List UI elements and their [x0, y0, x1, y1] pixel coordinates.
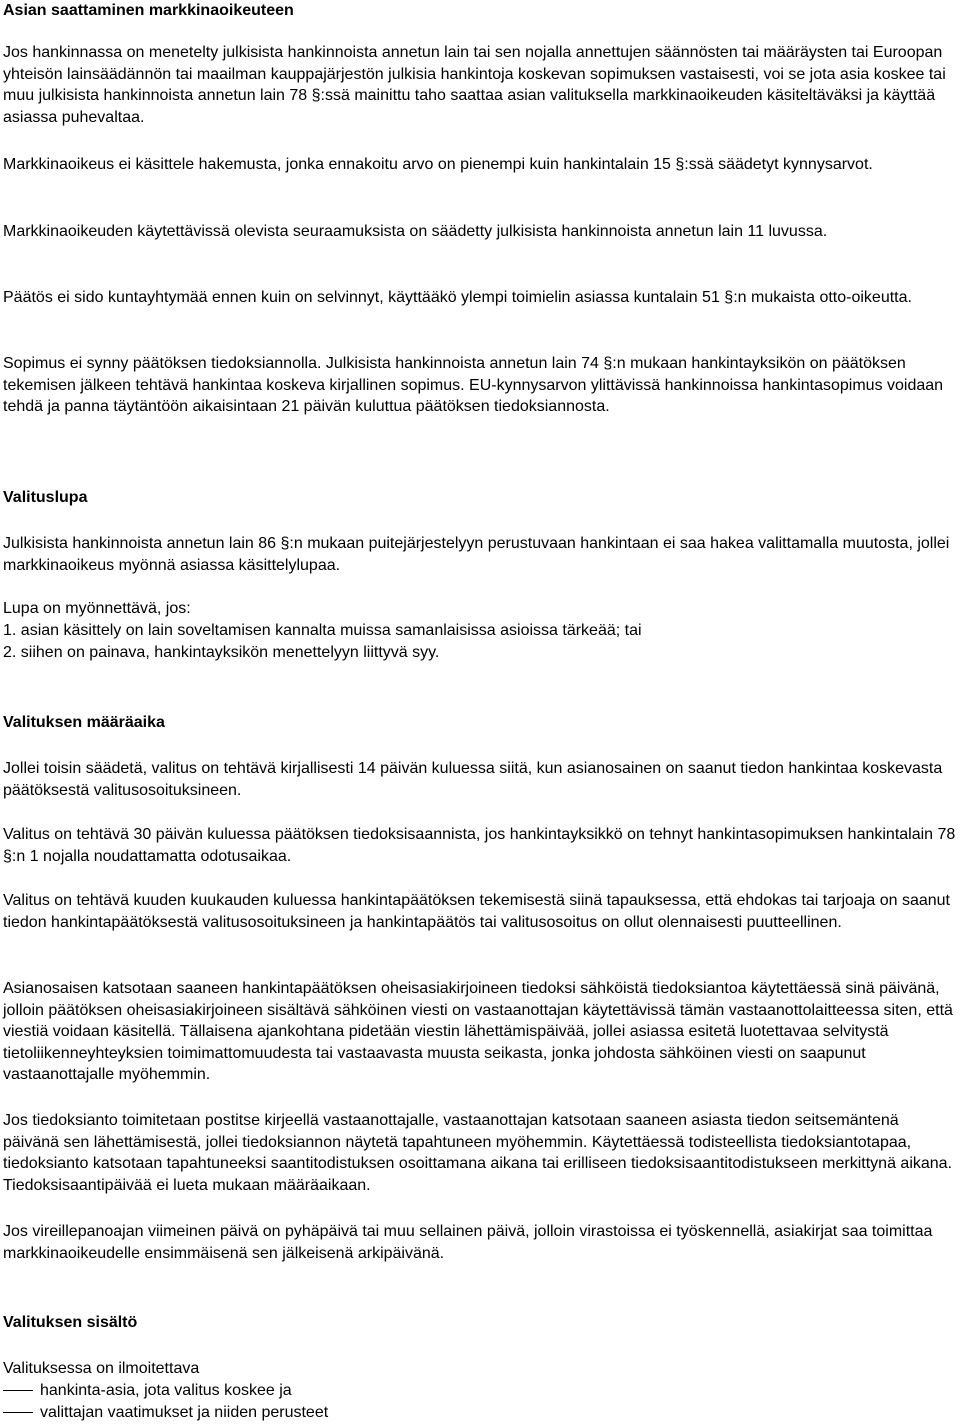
paragraph-appeal-right: Jos hankinnassa on menetelty julkisista hankinnoista annetun lain tai sen nojalla annettujen säännösten tai määräysten tai Euroopan yhteisön lainsäädännön tai maailman kauppajärjestön julkisia hankintoja koskevan sopimuksen vastaisesti, voi se jota asia koskee tai muu julkisista hankinnoista annetun lain 78 §:ssä mainittu taho saattaa asian valituksella markkinaoikeuden käsiteltäväksi ja käyttää asiassa puhevaltaa.: [3, 44, 946, 126]
section-title-valituslupa: Valituslupa: [3, 489, 88, 506]
section-title-asian-saattaminen: Asian saattaminen markkinaoikeuteen: [3, 2, 294, 19]
list-item: [3, 1402, 958, 1424]
paragraph-framework: Julkisista hankinnoista annetun lain 86 §:n mukaan puitejärjestelyyn perustuvaan hankintaan ei saa hakea valittamalla muutosta, jollei markkinaoikeus myönnä asiassa käsittelylupaa.: [3, 535, 950, 574]
paragraph-postal-notice: Jos tiedoksianto toimitetaan postitse kirjeellä vastaanottajalle, vastaanottajan katsotaan saaneen asiasta tiedon seitsemäntenä päivänä sen lähettämisestä, jollei tiedoksiannon näytetä tapahtuneen myöhemmin. Käytettäessä todisteellista tiedoksiantotapaa, tiedoksianto katsotaan tapahtuneeksi saantitodistuksen osoittamana aikana tai erilliseen tiedoksisaantitodistukseen merkittynä aikana. Tiedoksisaantipäivää ei lueta mukaan määräaikaan.: [3, 1112, 953, 1194]
paragraph-30-days: Valitus on tehtävä 30 päivän kuluessa päätöksen tiedoksisaannista, jos hankintayksikkö on tehnyt hankintasopimuksen hankintalain 78 §:n 1 nojalla noudattamatta odotusaikaa.: [3, 826, 956, 865]
dash-bullet-icon: [3, 1390, 33, 1391]
paragraph-holiday: Jos vireillepanoajan viimeinen päivä on pyhäpäivä tai muu sellainen päivä, jolloin virastoissa ei työskennellä, asiakirjat saa toimittaa markkinaoikeudelle ensimmäisenä sen jälkeisenä arkipäivänä.: [3, 1223, 933, 1262]
paragraph-threshold: Markkinaoikeus ei käsittele hakemusta, jonka ennakoitu arvo on pienempi kuin hankintalain 15 §:ssä säädetyt kynnysarvot.: [3, 156, 873, 173]
content-intro: Valituksessa on ilmoitettava: [3, 1360, 200, 1377]
list-item-text: valittajan vaatimukset ja niiden perusteet: [40, 1404, 329, 1421]
permit-item-2: 2. siihen on painava, hankintayksikön menettelyyn liittyvä syy.: [3, 644, 440, 661]
list-item: [3, 1380, 958, 1402]
paragraph-14-days: Jollei toisin säädetä, valitus on tehtävä kirjallisesti 14 päivän kuluessa siitä, kun asianosainen on saanut tiedon hankintaa koskevasta päätöksestä valitusosoituksineen.: [3, 760, 943, 799]
paragraph-electronic-notice: Asianosaisen katsotaan saaneen hankintapäätöksen oheisasiakirjoineen tiedoksi sähköistä tiedoksiantoa käytettäessä sinä päivänä, jolloin päätöksen oheisasiakirjoineen sisältävä sähköinen viesti on vastaanottajan käytettävissä tämän vastaanottolaitteessa siten, että viestiä voidaan käsitellä. Tällaisena ajankohtana pidetään viestin lähettämispäivää, jollei asiassa esitetä luotettavaa selvitystä tietoliikenneyhteyksien toimimattomuudesta tai vastaavasta muusta seikasta, jonka johdosta sähköinen viesti on saapunut vastaanottajalle myöhemmin.: [3, 980, 953, 1083]
permit-item-1: 1. asian käsittely on lain soveltamisen kannalta muissa samanlaisissa asioissa tärkeää; tai: [3, 622, 642, 639]
permit-intro: Lupa on myönnettävä, jos:: [3, 600, 191, 617]
paragraph-contract: Sopimus ei synny päätöksen tiedoksiannolla. Julkisista hankinnoista annetun lain 74 §:n mukaan hankintayksikön on päätöksen tekemisen jälkeen tehtävä hankintaa koskeva kirjallinen sopimus. EU-kynnysarvon ylittävissä hankinnoissa hankintasopimus voidaan tehdä ja panna täytäntöön aikaisintaan 21 päivän kuluttua päätöksen tiedoksiannosta.: [3, 355, 944, 415]
paragraph-otto-oikeus: Päätös ei sido kuntayhtymää ennen kuin on selvinnyt, käyttääkö ylempi toimielin asiassa kuntalain 51 §:n mukaista otto-oikeutta.: [3, 289, 912, 306]
paragraph-six-months: Valitus on tehtävä kuuden kuukauden kuluessa hankintapäätöksen tekemisestä siinä tapauksessa, että ehdokas tai tarjoaja on saanut tiedon hankintapäätöksestä valitusosoituksineen ja hankintapäätös tai valitusosoitus on ollut olennaisesti puutteellinen.: [3, 892, 950, 931]
section-title-sisalto: Valituksen sisältö: [3, 1314, 138, 1331]
list-item-text: hankinta-asia, jota valitus koskee ja: [40, 1382, 292, 1399]
content-list: [3, 1380, 958, 1424]
section-title-maaraika: Valituksen määräaika: [3, 714, 165, 731]
dash-bullet-icon: [3, 1412, 33, 1413]
paragraph-sanctions: Markkinaoikeuden käytettävissä olevista seuraamuksista on säädetty julkisista hankinnoista annetun lain 11 luvussa.: [3, 223, 828, 240]
